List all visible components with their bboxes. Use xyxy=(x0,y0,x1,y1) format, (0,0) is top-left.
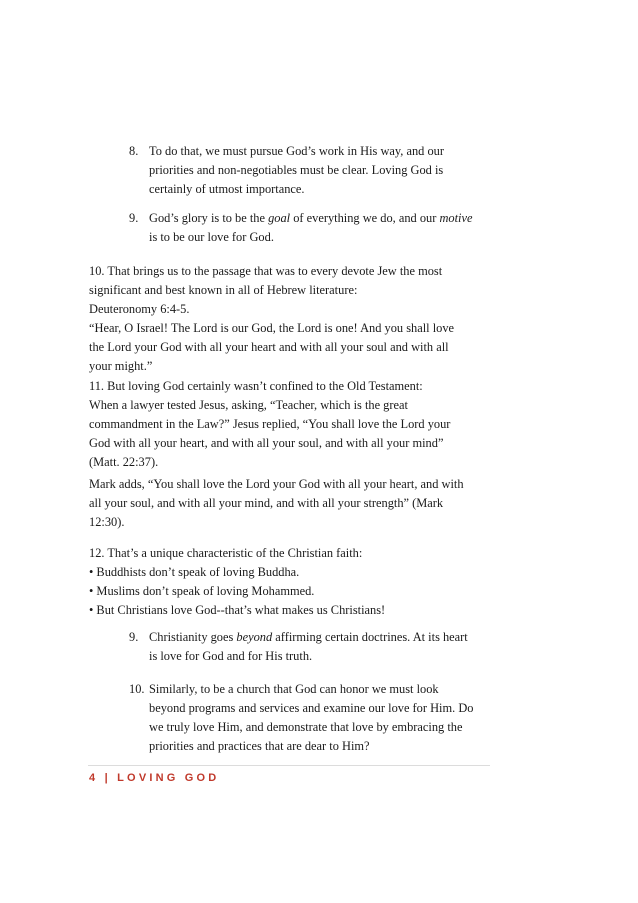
list-item-text: Similarly, to be a church that God can honor we must look beyond programs and services and examine our love for Him. Do we truly love Him, and demonstrate that love by embracing the priorities and practices that are dear to Him? xyxy=(149,682,474,753)
paragraph-11: 11. But loving God certainly wasn’t confined to the Old Testament: When a lawyer tested Jesus, asking, “Teacher, which is the great commandment in the Law?” Jesus replied, “You shall love the Lord your God with all your heart, and with all your soul, and with all your mind” (Matt. 22:37). xyxy=(89,379,451,469)
paragraph-12: 12. That’s a unique characteristic of the Christian faith: • Buddhists don’t speak of loving Buddha. • Muslims don’t speak of loving Mohammed. • But Christians love God--that’s what makes us Christians! xyxy=(89,546,386,617)
list-item-text: To do that, we must pursue God’s work in His way, and our priorities and non-negotiables must be clear. Loving God is certainly of utmost importance. xyxy=(149,144,444,196)
page-footer xyxy=(89,772,219,784)
list-item-text: Christianity goes beyond affirming certain doctrines. At its heart is love for God and for His truth. xyxy=(149,630,468,663)
list-number: 8. xyxy=(129,144,139,158)
list-number: 9. xyxy=(129,630,139,644)
paragraph-mark: Mark adds, “You shall love the Lord your God with all your heart, and with all your soul, and with all your mind, and with all your strength” (Mark 12:30). xyxy=(89,477,464,529)
list-item-text: God’s glory is to be the goal of everything we do, and our motive is to be our love for God. xyxy=(149,211,473,244)
list-number: 9. xyxy=(129,211,139,225)
footer-divider xyxy=(88,765,490,766)
page-number: 4 xyxy=(89,772,99,784)
footer-separator: | xyxy=(104,772,111,784)
running-title: LOVING GOD xyxy=(117,772,220,784)
list-number: 10. xyxy=(129,682,145,696)
paragraph-10: 10. That brings us to the passage that was to every devote Jew the most significant and best known in all of Hebrew literature: Deuteronomy 6:4-5. “Hear, O Israel! The Lord is our God, the Lord is one! And you shall love the Lord your God with all your heart and with all your soul and with all your might.” xyxy=(89,264,455,373)
